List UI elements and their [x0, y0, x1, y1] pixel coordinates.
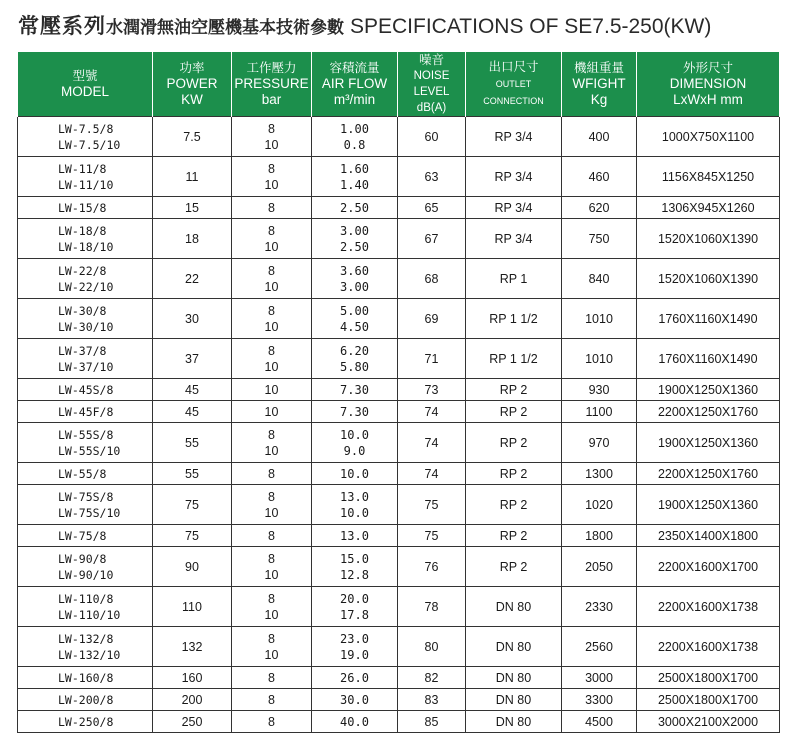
noise-cell: 69 — [398, 299, 466, 339]
table-row — [18, 627, 780, 667]
pressure-cell — [232, 117, 312, 157]
pressure-cell — [232, 627, 312, 667]
air-flow-cell-line: 1.00 — [340, 121, 369, 136]
air-flow-cell — [312, 587, 398, 627]
noise-cell: 65 — [398, 197, 466, 219]
weight-cell: 1020 — [562, 485, 637, 525]
air-flow-cell — [312, 627, 398, 667]
outlet-cell: DN 80 — [466, 587, 562, 627]
noise-cell: 71 — [398, 339, 466, 379]
weight-cell: 1010 — [562, 299, 637, 339]
pressure-cell-line: 10 — [264, 607, 279, 622]
model-cell — [18, 711, 153, 733]
pressure-cell-line: 8 — [268, 714, 275, 729]
table-row — [18, 299, 780, 339]
model-cell-line: LW-75S/8 — [58, 489, 114, 504]
air-flow-cell-line: 1.40 — [340, 177, 369, 192]
table-row — [18, 463, 780, 485]
noise-cell: 60 — [398, 117, 466, 157]
model-cell-line: LW-55S/10 — [58, 443, 121, 458]
dimension-cell: 1900X1250X1360 — [637, 379, 780, 401]
dimension-cell: 1520X1060X1390 — [637, 219, 780, 259]
air-flow-cell-line: 30.0 — [340, 692, 369, 707]
air-flow-cell — [312, 259, 398, 299]
noise-cell: 80 — [398, 627, 466, 667]
table-row — [18, 401, 780, 423]
outlet-cell: RP 1 1/2 — [466, 299, 562, 339]
pressure-cell — [232, 379, 312, 401]
air-flow-cell-line: 15.0 — [340, 551, 369, 566]
table-row — [18, 259, 780, 299]
table-row — [18, 117, 780, 157]
table-row — [18, 423, 780, 463]
air-flow-cell — [312, 339, 398, 379]
title-chinese: 水潤滑無油空壓機基本技術參數 — [106, 18, 344, 38]
air-flow-cell-line: 20.0 — [340, 591, 369, 606]
air-flow-cell — [312, 485, 398, 525]
model-cell-line: LW-45S/8 — [58, 382, 114, 397]
model-cell-line: LW-11/10 — [58, 177, 114, 192]
model-cell-line: LW-37/8 — [58, 343, 107, 358]
air-flow-cell-line: 7.30 — [340, 382, 369, 397]
model-cell-line: LW-132/8 — [58, 631, 114, 646]
air-flow-cell-line: 17.8 — [340, 607, 369, 622]
header-pressure: 工作壓力 PRESSURE bar — [232, 52, 312, 117]
model-cell — [18, 525, 153, 547]
power-cell: 11 — [153, 157, 232, 197]
table-row — [18, 587, 780, 627]
dimension-cell: 2200X1600X1738 — [637, 627, 780, 667]
pressure-cell — [232, 667, 312, 689]
air-flow-cell-line: 3.00 — [340, 279, 369, 294]
noise-cell: 74 — [398, 463, 466, 485]
outlet-cell: RP 2 — [466, 525, 562, 547]
model-cell — [18, 197, 153, 219]
model-cell-line: LW-15/8 — [58, 200, 107, 215]
pressure-cell-line: 8 — [268, 121, 275, 136]
pressure-cell — [232, 219, 312, 259]
outlet-cell: RP 2 — [466, 463, 562, 485]
pressure-cell — [232, 259, 312, 299]
outlet-cell: RP 3/4 — [466, 197, 562, 219]
table-row — [18, 197, 780, 219]
outlet-cell: DN 80 — [466, 627, 562, 667]
air-flow-cell — [312, 667, 398, 689]
dimension-cell: 2200X1250X1760 — [637, 463, 780, 485]
air-flow-cell-line: 13.0 — [340, 489, 369, 504]
model-cell — [18, 339, 153, 379]
weight-cell: 750 — [562, 219, 637, 259]
pressure-cell — [232, 423, 312, 463]
weight-cell: 2050 — [562, 547, 637, 587]
air-flow-cell — [312, 299, 398, 339]
model-cell-line: LW-45F/8 — [58, 404, 114, 419]
pressure-cell-line: 8 — [268, 200, 275, 215]
outlet-cell: RP 3/4 — [466, 117, 562, 157]
page-title — [18, 10, 711, 44]
model-cell-line: LW-160/8 — [58, 670, 114, 685]
air-flow-cell-line: 0.8 — [343, 137, 366, 152]
power-cell: 55 — [153, 423, 232, 463]
outlet-cell: RP 1 — [466, 259, 562, 299]
model-cell — [18, 259, 153, 299]
pressure-cell-line: 8 — [268, 466, 275, 481]
pressure-cell-line: 8 — [268, 670, 275, 685]
model-cell-line: LW-250/8 — [58, 714, 114, 729]
table-row — [18, 711, 780, 733]
model-cell-line: LW-30/10 — [58, 319, 114, 334]
outlet-cell: RP 3/4 — [466, 219, 562, 259]
model-cell-line: LW-90/8 — [58, 551, 107, 566]
pressure-cell-line: 10 — [264, 279, 279, 294]
outlet-cell: DN 80 — [466, 711, 562, 733]
model-cell-line: LW-30/8 — [58, 303, 107, 318]
weight-cell: 620 — [562, 197, 637, 219]
model-cell — [18, 219, 153, 259]
pressure-cell-line: 10 — [264, 319, 279, 334]
model-cell — [18, 689, 153, 711]
power-cell: 90 — [153, 547, 232, 587]
table-header — [18, 52, 780, 117]
pressure-cell — [232, 157, 312, 197]
dimension-cell: 1306X945X1260 — [637, 197, 780, 219]
air-flow-cell-line: 23.0 — [340, 631, 369, 646]
outlet-cell: RP 2 — [466, 379, 562, 401]
dimension-cell: 1156X845X1250 — [637, 157, 780, 197]
dimension-cell: 1760X1160X1490 — [637, 299, 780, 339]
air-flow-cell-line: 5.80 — [340, 359, 369, 374]
model-cell-line: LW-22/8 — [58, 263, 107, 278]
model-cell — [18, 379, 153, 401]
weight-cell: 3300 — [562, 689, 637, 711]
outlet-cell: RP 2 — [466, 423, 562, 463]
power-cell: 15 — [153, 197, 232, 219]
air-flow-cell — [312, 547, 398, 587]
pressure-cell — [232, 197, 312, 219]
header-row — [18, 52, 780, 117]
noise-cell: 73 — [398, 379, 466, 401]
pressure-cell-line: 8 — [268, 631, 275, 646]
table-row — [18, 379, 780, 401]
noise-cell: 74 — [398, 423, 466, 463]
header-model: 型號 MODEL — [18, 52, 153, 117]
model-cell-line: LW-18/10 — [58, 239, 114, 254]
pressure-cell-line: 10 — [264, 239, 279, 254]
air-flow-cell-line: 10.0 — [340, 466, 369, 481]
air-flow-cell — [312, 157, 398, 197]
air-flow-cell-line: 10.0 — [340, 505, 369, 520]
noise-cell: 85 — [398, 711, 466, 733]
weight-cell: 4500 — [562, 711, 637, 733]
model-cell — [18, 401, 153, 423]
air-flow-cell-line: 9.0 — [343, 443, 366, 458]
pressure-cell-line: 8 — [268, 528, 275, 543]
power-cell: 22 — [153, 259, 232, 299]
power-cell: 75 — [153, 525, 232, 547]
pressure-cell — [232, 711, 312, 733]
specifications-table — [17, 52, 780, 733]
power-cell: 200 — [153, 689, 232, 711]
model-cell — [18, 463, 153, 485]
outlet-cell: RP 2 — [466, 547, 562, 587]
air-flow-cell-line: 5.00 — [340, 303, 369, 318]
table-row — [18, 547, 780, 587]
power-cell: 37 — [153, 339, 232, 379]
air-flow-cell-line: 12.8 — [340, 567, 369, 582]
pressure-cell — [232, 525, 312, 547]
air-flow-cell — [312, 219, 398, 259]
noise-cell: 74 — [398, 401, 466, 423]
model-cell-line: LW-7.5/10 — [58, 137, 121, 152]
dimension-cell: 2200X1250X1760 — [637, 401, 780, 423]
power-cell: 45 — [153, 401, 232, 423]
pressure-cell-line: 10 — [264, 359, 279, 374]
outlet-cell: RP 1 1/2 — [466, 339, 562, 379]
air-flow-cell — [312, 463, 398, 485]
model-cell — [18, 485, 153, 525]
model-cell-line: LW-11/8 — [58, 161, 107, 176]
header-outlet: 出口尺寸 OUTLET CONNECTION — [466, 52, 562, 117]
air-flow-cell — [312, 525, 398, 547]
table-row — [18, 339, 780, 379]
pressure-cell-line: 8 — [268, 343, 275, 358]
model-cell-line: LW-75S/10 — [58, 505, 121, 520]
noise-cell: 83 — [398, 689, 466, 711]
air-flow-cell-line: 40.0 — [340, 714, 369, 729]
air-flow-cell-line: 4.50 — [340, 319, 369, 334]
air-flow-cell-line: 3.00 — [340, 223, 369, 238]
model-cell-line: LW-55/8 — [58, 466, 107, 481]
dimension-cell: 1000X750X1100 — [637, 117, 780, 157]
air-flow-cell — [312, 117, 398, 157]
pressure-cell-line: 10 — [264, 647, 279, 662]
model-cell — [18, 587, 153, 627]
noise-cell: 63 — [398, 157, 466, 197]
table-row — [18, 689, 780, 711]
model-cell-line: LW-110/10 — [58, 607, 121, 622]
air-flow-cell-line: 7.30 — [340, 404, 369, 419]
pressure-cell-line: 10 — [264, 567, 279, 582]
outlet-cell: RP 2 — [466, 485, 562, 525]
air-flow-cell — [312, 197, 398, 219]
pressure-cell — [232, 339, 312, 379]
noise-cell: 75 — [398, 525, 466, 547]
power-cell: 55 — [153, 463, 232, 485]
dimension-cell: 2200X1600X1738 — [637, 587, 780, 627]
model-cell — [18, 667, 153, 689]
title-english: SPECIFICATIONS OF SE7.5-250(KW) — [350, 15, 712, 38]
model-cell-line: LW-75/8 — [58, 528, 107, 543]
air-flow-cell — [312, 401, 398, 423]
model-cell-line: LW-90/10 — [58, 567, 114, 582]
dimension-cell: 1900X1250X1360 — [637, 423, 780, 463]
weight-cell: 460 — [562, 157, 637, 197]
header-air-flow: 容積流量 AIR FLOW m³/min — [312, 52, 398, 117]
weight-cell: 1800 — [562, 525, 637, 547]
model-cell-line: LW-200/8 — [58, 692, 114, 707]
weight-cell: 930 — [562, 379, 637, 401]
power-cell: 75 — [153, 485, 232, 525]
noise-cell: 78 — [398, 587, 466, 627]
model-cell-line: LW-7.5/8 — [58, 121, 114, 136]
pressure-cell-line: 8 — [268, 551, 275, 566]
dimension-cell: 2350X1400X1800 — [637, 525, 780, 547]
table-body — [18, 117, 780, 733]
model-cell — [18, 157, 153, 197]
air-flow-cell-line: 10.0 — [340, 427, 369, 442]
weight-cell: 1010 — [562, 339, 637, 379]
pressure-cell-line: 8 — [268, 161, 275, 176]
title-series: 常壓系列 — [18, 14, 106, 38]
model-cell-line: LW-22/10 — [58, 279, 114, 294]
pressure-cell-line: 8 — [268, 263, 275, 278]
table-row — [18, 485, 780, 525]
model-cell — [18, 547, 153, 587]
weight-cell: 970 — [562, 423, 637, 463]
noise-cell: 75 — [398, 485, 466, 525]
outlet-cell: RP 3/4 — [466, 157, 562, 197]
air-flow-cell-line: 26.0 — [340, 670, 369, 685]
pressure-cell — [232, 485, 312, 525]
noise-cell: 68 — [398, 259, 466, 299]
weight-cell: 1100 — [562, 401, 637, 423]
weight-cell: 2330 — [562, 587, 637, 627]
model-cell-line: LW-37/10 — [58, 359, 114, 374]
pressure-cell — [232, 463, 312, 485]
pressure-cell — [232, 689, 312, 711]
air-flow-cell — [312, 379, 398, 401]
noise-cell: 82 — [398, 667, 466, 689]
header-dimension: 外形尺寸 DIMENSION LxWxH mm — [637, 52, 780, 117]
air-flow-cell-line: 2.50 — [340, 200, 369, 215]
pressure-cell-line: 8 — [268, 489, 275, 504]
table-row — [18, 525, 780, 547]
model-cell — [18, 627, 153, 667]
model-cell-line: LW-132/10 — [58, 647, 121, 662]
model-cell — [18, 117, 153, 157]
table-row — [18, 157, 780, 197]
pressure-cell-line: 10 — [264, 505, 279, 520]
power-cell: 160 — [153, 667, 232, 689]
pressure-cell-line: 10 — [264, 404, 279, 419]
pressure-cell-line: 10 — [264, 382, 279, 397]
dimension-cell: 2500X1800X1700 — [637, 689, 780, 711]
outlet-cell: RP 2 — [466, 401, 562, 423]
pressure-cell-line: 8 — [268, 591, 275, 606]
power-cell: 18 — [153, 219, 232, 259]
dimension-cell: 1520X1060X1390 — [637, 259, 780, 299]
power-cell: 132 — [153, 627, 232, 667]
pressure-cell — [232, 299, 312, 339]
dimension-cell: 3000X2100X2000 — [637, 711, 780, 733]
air-flow-cell-line: 19.0 — [340, 647, 369, 662]
air-flow-cell-line: 2.50 — [340, 239, 369, 254]
pressure-cell-line: 10 — [264, 137, 279, 152]
model-cell — [18, 423, 153, 463]
table-row — [18, 219, 780, 259]
power-cell: 250 — [153, 711, 232, 733]
header-weight: 機組重量 WFIGHT Kg — [562, 52, 637, 117]
air-flow-cell-line: 6.20 — [340, 343, 369, 358]
air-flow-cell — [312, 689, 398, 711]
air-flow-cell — [312, 423, 398, 463]
dimension-cell: 2200X1600X1700 — [637, 547, 780, 587]
air-flow-cell — [312, 711, 398, 733]
power-cell: 7.5 — [153, 117, 232, 157]
pressure-cell — [232, 401, 312, 423]
dimension-cell: 1760X1160X1490 — [637, 339, 780, 379]
air-flow-cell-line: 3.60 — [340, 263, 369, 278]
weight-cell: 400 — [562, 117, 637, 157]
pressure-cell — [232, 547, 312, 587]
air-flow-cell-line: 13.0 — [340, 528, 369, 543]
weight-cell: 2560 — [562, 627, 637, 667]
weight-cell: 1300 — [562, 463, 637, 485]
header-power: 功率 POWER KW — [153, 52, 232, 117]
model-cell-line: LW-55S/8 — [58, 427, 114, 442]
power-cell: 30 — [153, 299, 232, 339]
dimension-cell: 1900X1250X1360 — [637, 485, 780, 525]
noise-cell: 76 — [398, 547, 466, 587]
pressure-cell-line: 10 — [264, 177, 279, 192]
header-noise-level: 噪音 NOISE LEVEL dB(A) — [398, 52, 466, 117]
outlet-cell: DN 80 — [466, 667, 562, 689]
model-cell-line: LW-18/8 — [58, 223, 107, 238]
model-cell — [18, 299, 153, 339]
pressure-cell-line: 8 — [268, 303, 275, 318]
power-cell: 110 — [153, 587, 232, 627]
weight-cell: 840 — [562, 259, 637, 299]
power-cell: 45 — [153, 379, 232, 401]
table-row — [18, 667, 780, 689]
dimension-cell: 2500X1800X1700 — [637, 667, 780, 689]
pressure-cell — [232, 587, 312, 627]
pressure-cell-line: 8 — [268, 427, 275, 442]
pressure-cell-line: 10 — [264, 443, 279, 458]
outlet-cell: DN 80 — [466, 689, 562, 711]
noise-cell: 67 — [398, 219, 466, 259]
pressure-cell-line: 8 — [268, 223, 275, 238]
pressure-cell-line: 8 — [268, 692, 275, 707]
model-cell-line: LW-110/8 — [58, 591, 114, 606]
weight-cell: 3000 — [562, 667, 637, 689]
air-flow-cell-line: 1.60 — [340, 161, 369, 176]
